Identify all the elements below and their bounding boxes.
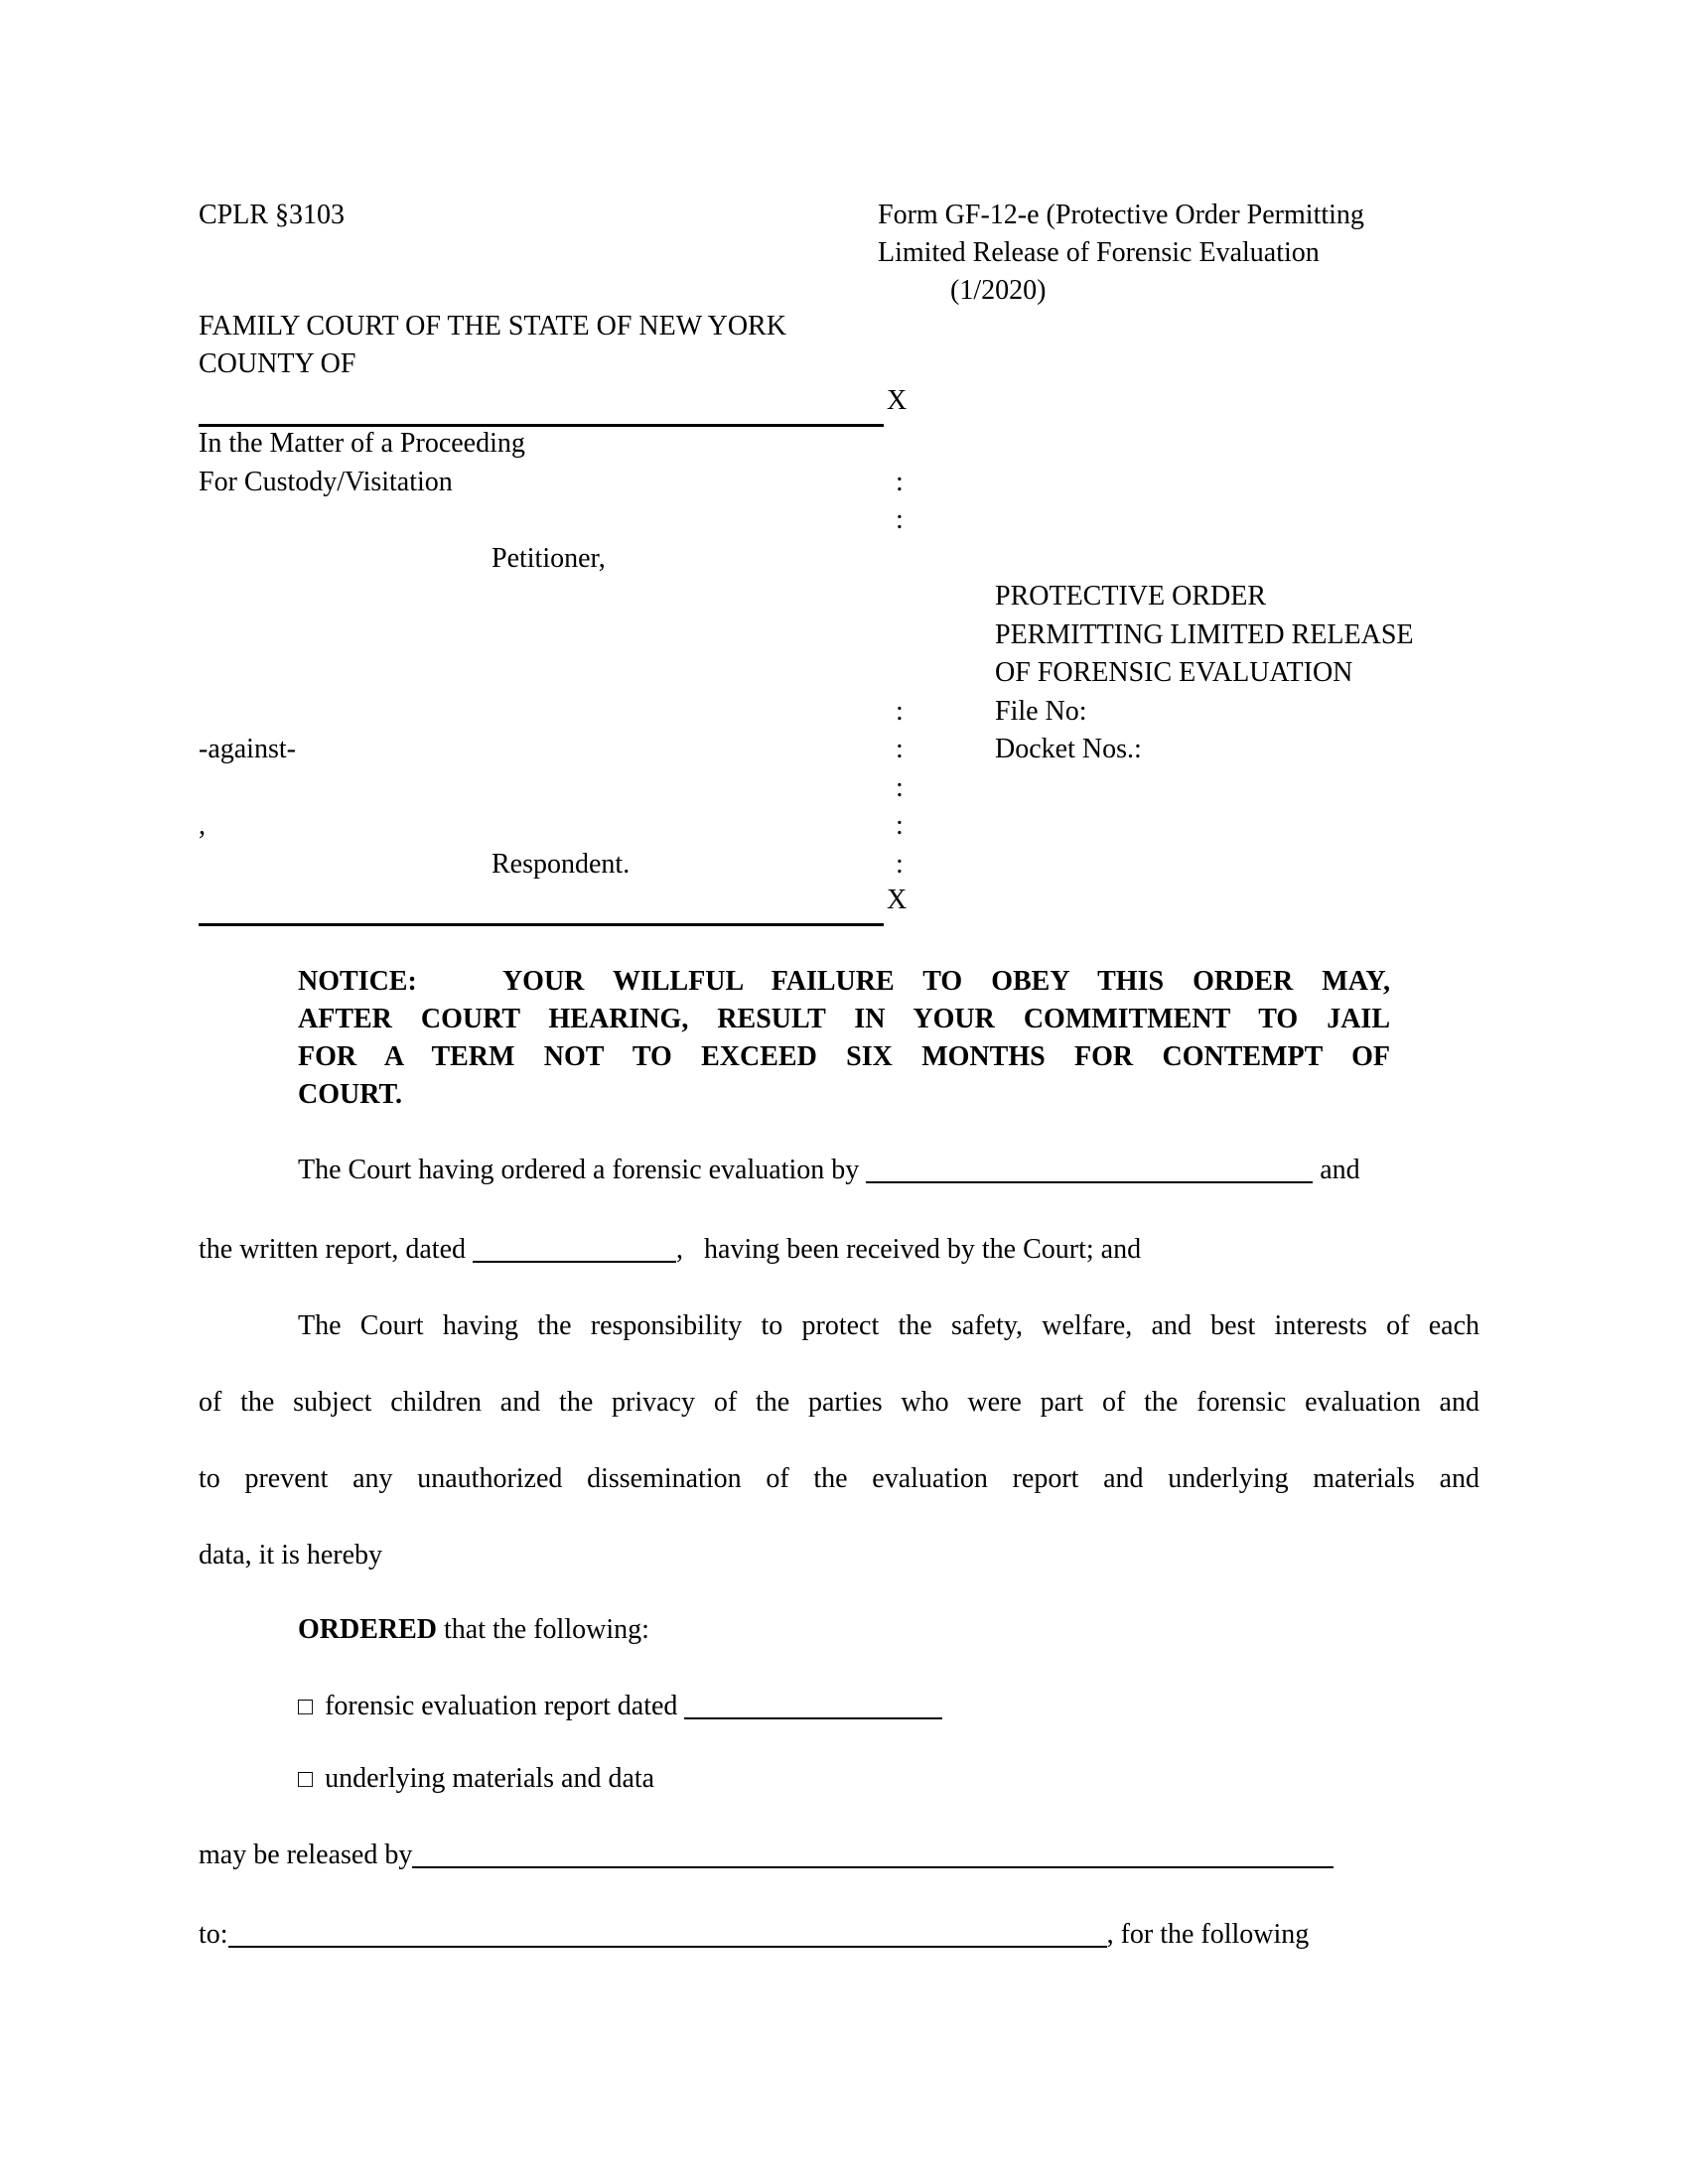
caption-x-bottom: X xyxy=(887,885,908,915)
caption-colon: : xyxy=(896,849,904,880)
responsibility-line1: The Court having the responsibility to protect the safety, welfare, and best interests of each xyxy=(298,1310,1479,1341)
form-revision-date: (1/2020) xyxy=(950,275,1047,306)
paragraph-evaluation-ordered xyxy=(298,1152,1360,1189)
released-by-line xyxy=(199,1837,1334,1874)
checkbox-icon[interactable]: □ xyxy=(298,1766,314,1793)
notice-line2: AFTER COURT HEARING, RESULT IN YOUR COMMITMENT TO JAIL xyxy=(298,1004,1390,1034)
caption-colon: : xyxy=(896,772,904,803)
option-forensic-report-label: forensic evaluation report dated xyxy=(325,1691,685,1721)
blank-evaluator-name[interactable] xyxy=(866,1154,1313,1183)
notice-line1: NOTICE: YOUR WILLFUL FAILURE TO OBEY THIS ORDER MAY, xyxy=(298,966,1390,997)
file-no-label: File No: xyxy=(995,696,1087,727)
notice-line4: COURT. xyxy=(298,1079,403,1110)
caption-colon: : xyxy=(896,504,904,535)
responsibility-line2: of the subject children and the privacy of the parties who were part of the forensic evaluation and xyxy=(199,1387,1479,1418)
order-title-line2: PERMITTING LIMITED RELEASE xyxy=(995,619,1414,650)
docket-nos-label: Docket Nos.: xyxy=(995,734,1142,764)
ordered-rest: that the following: xyxy=(437,1614,649,1645)
blank-released-to[interactable] xyxy=(228,1918,1107,1948)
written-report-text-end: , having been received by the Court; and xyxy=(676,1234,1142,1265)
released-to-line xyxy=(199,1916,1309,1954)
order-title-line3: OF FORENSIC EVALUATION xyxy=(995,657,1353,688)
responsibility-line3: to prevent any unauthorized dissemination of the evaluation report and underlying materials and xyxy=(199,1463,1479,1494)
respondent-name-comma: , xyxy=(199,810,206,841)
to-label: to: xyxy=(199,1919,228,1950)
notice-line3: FOR A TERM NOT TO EXCEED SIX MONTHS FOR CONTEMPT OF xyxy=(298,1041,1390,1072)
ordered-keyword: ORDERED xyxy=(298,1614,438,1645)
caption-colon: : xyxy=(896,734,904,764)
petitioner-label: Petitioner, xyxy=(492,543,606,574)
form-id-line1: Form GF-12-e (Protective Order Permitting xyxy=(878,200,1364,230)
order-option-forensic-report xyxy=(298,1688,942,1725)
caption-x-top: X xyxy=(887,385,908,416)
order-option-underlying-materials xyxy=(298,1760,654,1798)
ordered-clause xyxy=(298,1611,649,1649)
released-by-label: may be released by xyxy=(199,1840,413,1870)
written-report-text: the written report, dated xyxy=(199,1234,474,1265)
evaluation-ordered-text-end: and xyxy=(1313,1155,1360,1185)
respondent-label: Respondent. xyxy=(492,849,631,880)
responsibility-line4: data, it is hereby xyxy=(199,1540,383,1570)
option-underlying-materials-label: underlying materials and data xyxy=(325,1763,655,1794)
county-label: COUNTY OF xyxy=(199,348,356,379)
paragraph-written-report xyxy=(199,1231,1141,1269)
caption-divider-top xyxy=(199,386,884,427)
form-id-line2: Limited Release of Forensic Evaluation xyxy=(878,237,1320,268)
checkbox-icon[interactable]: □ xyxy=(298,1694,314,1720)
evaluation-ordered-text: The Court having ordered a forensic evaluation by xyxy=(298,1155,867,1185)
caption-divider-bottom xyxy=(199,886,884,926)
matter-line2: For Custody/Visitation xyxy=(199,467,453,497)
blank-released-by[interactable] xyxy=(412,1839,1334,1868)
to-post-text: , for the following xyxy=(1106,1919,1310,1950)
matter-line1: In the Matter of a Proceeding xyxy=(199,428,525,459)
caption-colon: : xyxy=(896,467,904,497)
caption-colon: : xyxy=(896,696,904,727)
court-name: FAMILY COURT OF THE STATE OF NEW YORK xyxy=(199,311,786,341)
caption-colon: : xyxy=(896,810,904,841)
statute-reference: CPLR §3103 xyxy=(199,200,346,230)
against-label: -against- xyxy=(199,734,296,764)
blank-report-date[interactable] xyxy=(473,1233,676,1263)
blank-forensic-report-date[interactable] xyxy=(684,1690,942,1719)
order-title-line1: PROTECTIVE ORDER xyxy=(995,581,1266,612)
